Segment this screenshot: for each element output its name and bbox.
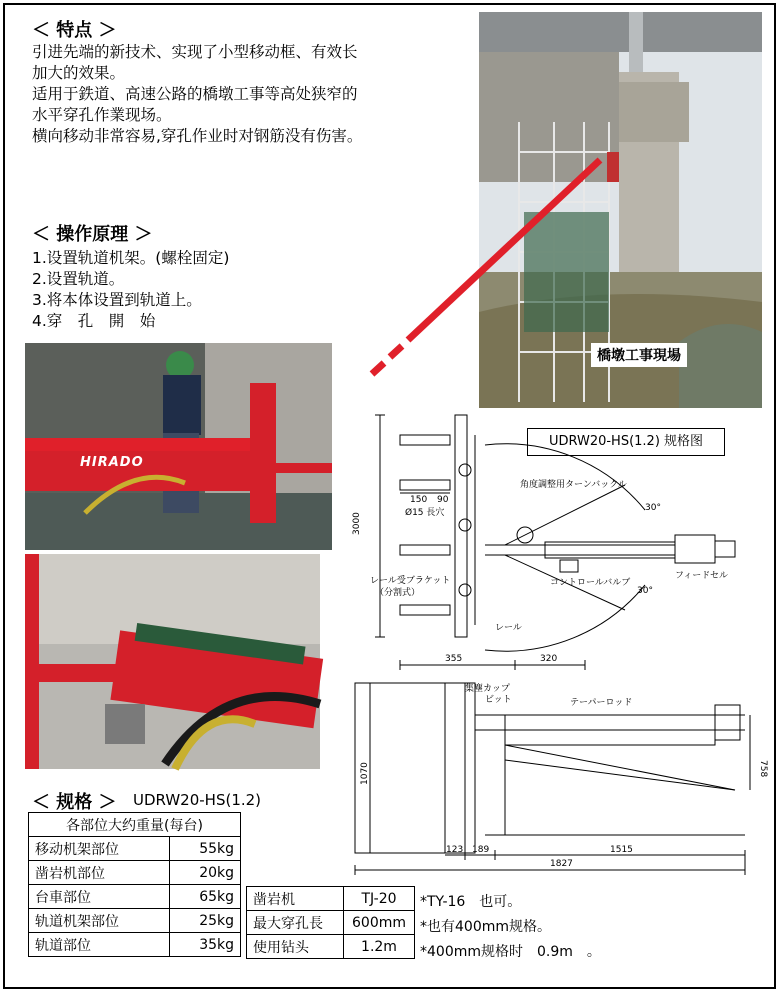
dim-height: 3000 (352, 512, 362, 535)
spec-note: *TY-16 也可。 (420, 894, 522, 910)
table-row (247, 935, 415, 959)
weight-part: 轨道机架部位 (29, 909, 170, 933)
weight-part: 轨道部位 (29, 933, 170, 957)
features-line: 横向移动非常容易,穿孔作业时对钢筋没有伤害。 (32, 127, 363, 145)
table-row (29, 909, 241, 933)
dim-320: 320 (540, 654, 558, 664)
red-pointer-arrow (360, 150, 620, 390)
spec-model: UDRW20-HS(1.2) (133, 791, 262, 809)
weight-table (28, 812, 241, 957)
principle-step: 2.设置轨道。 (32, 270, 125, 288)
angle-lower: 30° (637, 586, 653, 596)
dim-a: 150 (410, 495, 428, 505)
principle-heading: ＜ 操作原理 ＞ (32, 224, 153, 245)
weight-value: 25kg (170, 909, 241, 933)
label-angle-adjust: 角度調整用ターンバックル (520, 480, 627, 490)
label-feed: フィードセル (675, 571, 729, 581)
label-control: コントロールバルブ (550, 578, 631, 588)
label-rail-bracket-sub: （分割式） (375, 588, 421, 598)
label-rail: レール (495, 623, 522, 633)
spec-value: 1.2m (344, 935, 415, 959)
spec-heading: ＜ 规格 ＞ (32, 792, 117, 813)
principle-step: 4.穿 孔 開 始 (32, 312, 156, 330)
principle-step: 1.设置轨道机架。(螺栓固定) (32, 249, 230, 267)
principle-step: 3.将本体设置到轨道上。 (32, 291, 202, 309)
worker-photo (25, 343, 332, 550)
dim-1827: 1827 (550, 859, 573, 869)
spec-value: TJ-20 (344, 887, 415, 911)
hole-label: Ø15 長穴 (405, 508, 445, 518)
dim-758: 758 (758, 760, 768, 778)
weight-part: 移动机架部位 (29, 837, 170, 861)
table-row (29, 885, 241, 909)
weight-value: 20kg (170, 861, 241, 885)
table-row (29, 837, 241, 861)
spec-item: 凿岩机 (247, 887, 344, 911)
dim-189: 189 (472, 845, 490, 855)
label-rod: テーパーロッド (570, 698, 633, 708)
weight-part: 凿岩机部位 (29, 861, 170, 885)
table-row (247, 887, 415, 911)
features-heading: ＜ 特点 ＞ (32, 20, 117, 41)
weight-value: 65kg (170, 885, 241, 909)
weight-table-header-row (29, 813, 241, 837)
label-cup: 集塵カップ (465, 684, 510, 694)
features-line: 加大的效果。 (32, 64, 126, 82)
weight-value: 55kg (170, 837, 241, 861)
dim-1515: 1515 (610, 845, 633, 855)
spec-item: 使用钻头 (247, 935, 344, 959)
dim-1070: 1070 (360, 762, 370, 785)
principle-steps (32, 248, 229, 332)
dim-b: 90 (437, 495, 449, 505)
table-row (29, 933, 241, 957)
label-rail-bracket: レール受ブラケット (370, 576, 451, 586)
table-row (247, 911, 415, 935)
site-photo-caption: 橋墩工事現場 (591, 343, 687, 367)
machine-closeup-photo (25, 554, 320, 769)
machine-brand-label: HIRADO (80, 455, 144, 470)
weight-table-header: 各部位大约重量(每台) (29, 813, 241, 837)
spec-note: *也有400mm规格。 (420, 919, 551, 935)
angle-upper: 30° (645, 503, 661, 513)
label-bit: ビット (485, 695, 512, 705)
spec-item: 最大穿孔長 (247, 911, 344, 935)
spec-table (246, 886, 415, 959)
features-line: 水平穿孔作業现场。 (32, 106, 172, 124)
weight-value: 35kg (170, 933, 241, 957)
features-text (32, 42, 362, 147)
spec-value: 600mm (344, 911, 415, 935)
weight-part: 台車部位 (29, 885, 170, 909)
spec-notes (420, 890, 601, 965)
drawing-title: UDRW20-HS(1.2) 规格图 (527, 428, 725, 456)
features-line: 引进先端的新技术、实现了小型移动框、有效长 (32, 43, 358, 61)
spec-drawing (345, 415, 768, 885)
dim-355: 355 (445, 654, 463, 664)
spec-note: *400mm规格时 0.9m 。 (420, 944, 601, 960)
features-line: 适用于鉄道、高速公路的橋墩工事等高处狭窄的 (32, 85, 358, 103)
dim-123: 123 (446, 845, 464, 855)
table-row (29, 861, 241, 885)
